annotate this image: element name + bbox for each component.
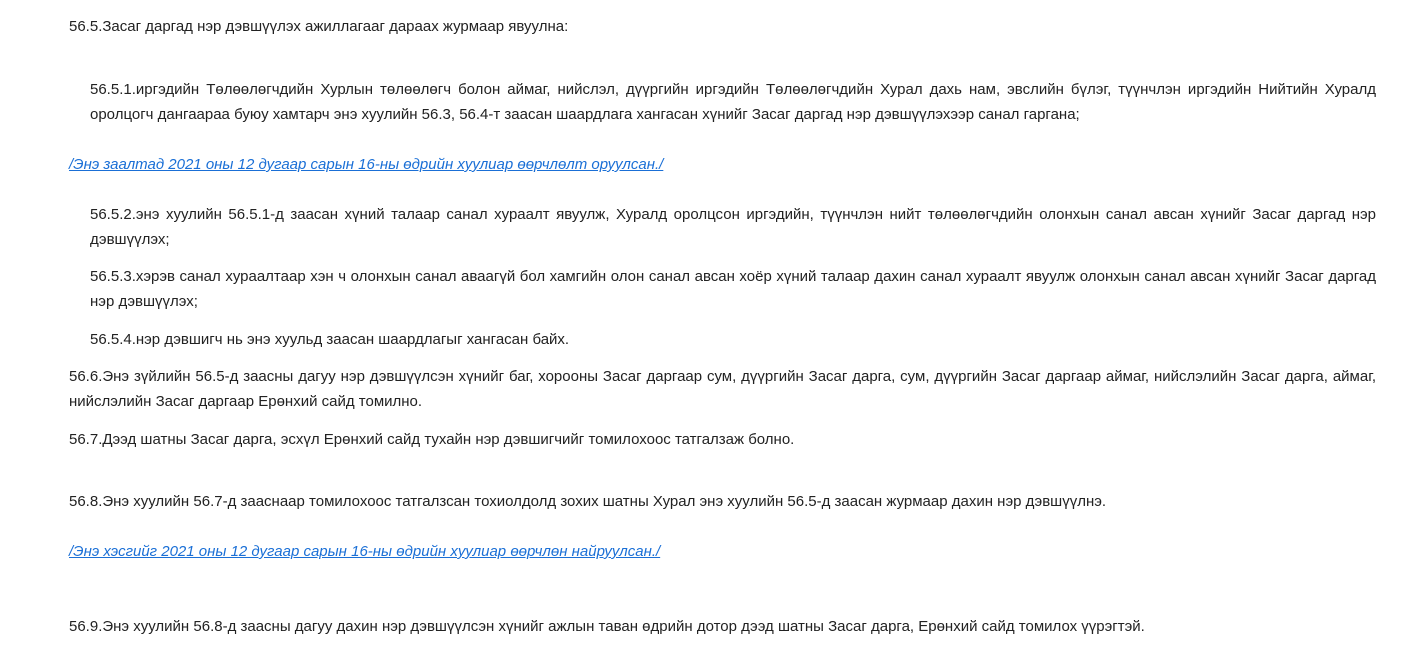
paragraph-56-5-3: 56.5.3.хэрэв санал хураалтаар хэн ч олонхын санал аваагүй бол хамгийн олон санал авсан хоёр хүний талаар дахин санал хураалт явуулж олонхын санал авсан хүнийг Засаг даргад нэр дэвшүүлэх; bbox=[90, 268, 1376, 310]
amendment-note-1 bbox=[69, 152, 663, 177]
paragraph-56-5-1: 56.5.1.иргэдийн Төлөөлөгчдийн Хурлын төлөөлөгч болон аймаг, нийслэл, дүүргийн иргэдийн Төлөөлөгчдийн Хурал дахь нам, эвслийн бүлэг, түүнчлэн иргэдийн Нийтийн Хуралд оролцогч дангаараа буюу хамтарч энэ хуулийн 56.3, 56.4-т заасан шаардлага хангасан хүнийг Засаг даргад нэр дэвшүүлэхээр санал гаргана; bbox=[90, 81, 1376, 123]
amendment-link-1[interactable]: /Энэ заалтад 2021 оны 12 дугаар сарын 16-ны өдрийн хуулиар өөрчлөлт оруулсан./ bbox=[69, 156, 664, 173]
paragraph-56-7: 56.7.Дээд шатны Засаг дарга, эсхүл Ерөнхий сайд тухайн нэр дэвшигчийг томилохоос татгалзаж болно. bbox=[69, 431, 795, 448]
paragraph-56-6: 56.6.Энэ зүйлийн 56.5-д заасны дагуу нэр дэвшүүлсэн хүнийг баг, хорооны Засаг даргаар сум, дүүргийн Засаг дарга, сум, дүүргийн Засаг даргаар аймаг, нийслэлийн Засаг дарга, аймаг, нийслэлийн Засаг даргаар Ерөнхий сайд томилно. bbox=[69, 368, 1376, 410]
paragraph-56-8: 56.8.Энэ хуулийн 56.7-д зааснаар томилохоос татгалзсан тохиолдолд зохих шатны Хурал энэ хуулийн 56.5-д заасан журмаар дахин нэр дэвшүүлнэ. bbox=[69, 493, 1107, 510]
paragraph-56-5-2: 56.5.2.энэ хуулийн 56.5.1-д заасан хүний талаар санал хураалт явуулж, Хуралд оролцсон иргэдийн, түүнчлэн нийт төлөөлөгчдийн олонхын санал авсан хүнийг Засаг даргад нэр дэвшүүлэх; bbox=[90, 206, 1376, 248]
paragraph-56-5: 56.5.Засаг даргад нэр дэвшүүлэх ажиллагааг дараах журмаар явуулна: bbox=[69, 18, 569, 35]
amendment-link-2[interactable]: /Энэ хэсгийг 2021 оны 12 дугаар сарын 16-ны өдрийн хуулиар өөрчлөн найруулсан./ bbox=[69, 543, 661, 560]
paragraph-56-5-4: 56.5.4.нэр дэвшигч нь энэ хуульд заасан шаардлагыг хангасан байх. bbox=[90, 331, 570, 348]
paragraph-56-9: 56.9.Энэ хуулийн 56.8-д заасны дагуу дахин нэр дэвшүүлсэн хүнийг ажлын таван өдрийн дотор дээд шатны Засаг дарга, Ерөнхий сайд томилох үүрэгтэй. bbox=[69, 618, 1145, 635]
amendment-note-2 bbox=[69, 539, 660, 564]
